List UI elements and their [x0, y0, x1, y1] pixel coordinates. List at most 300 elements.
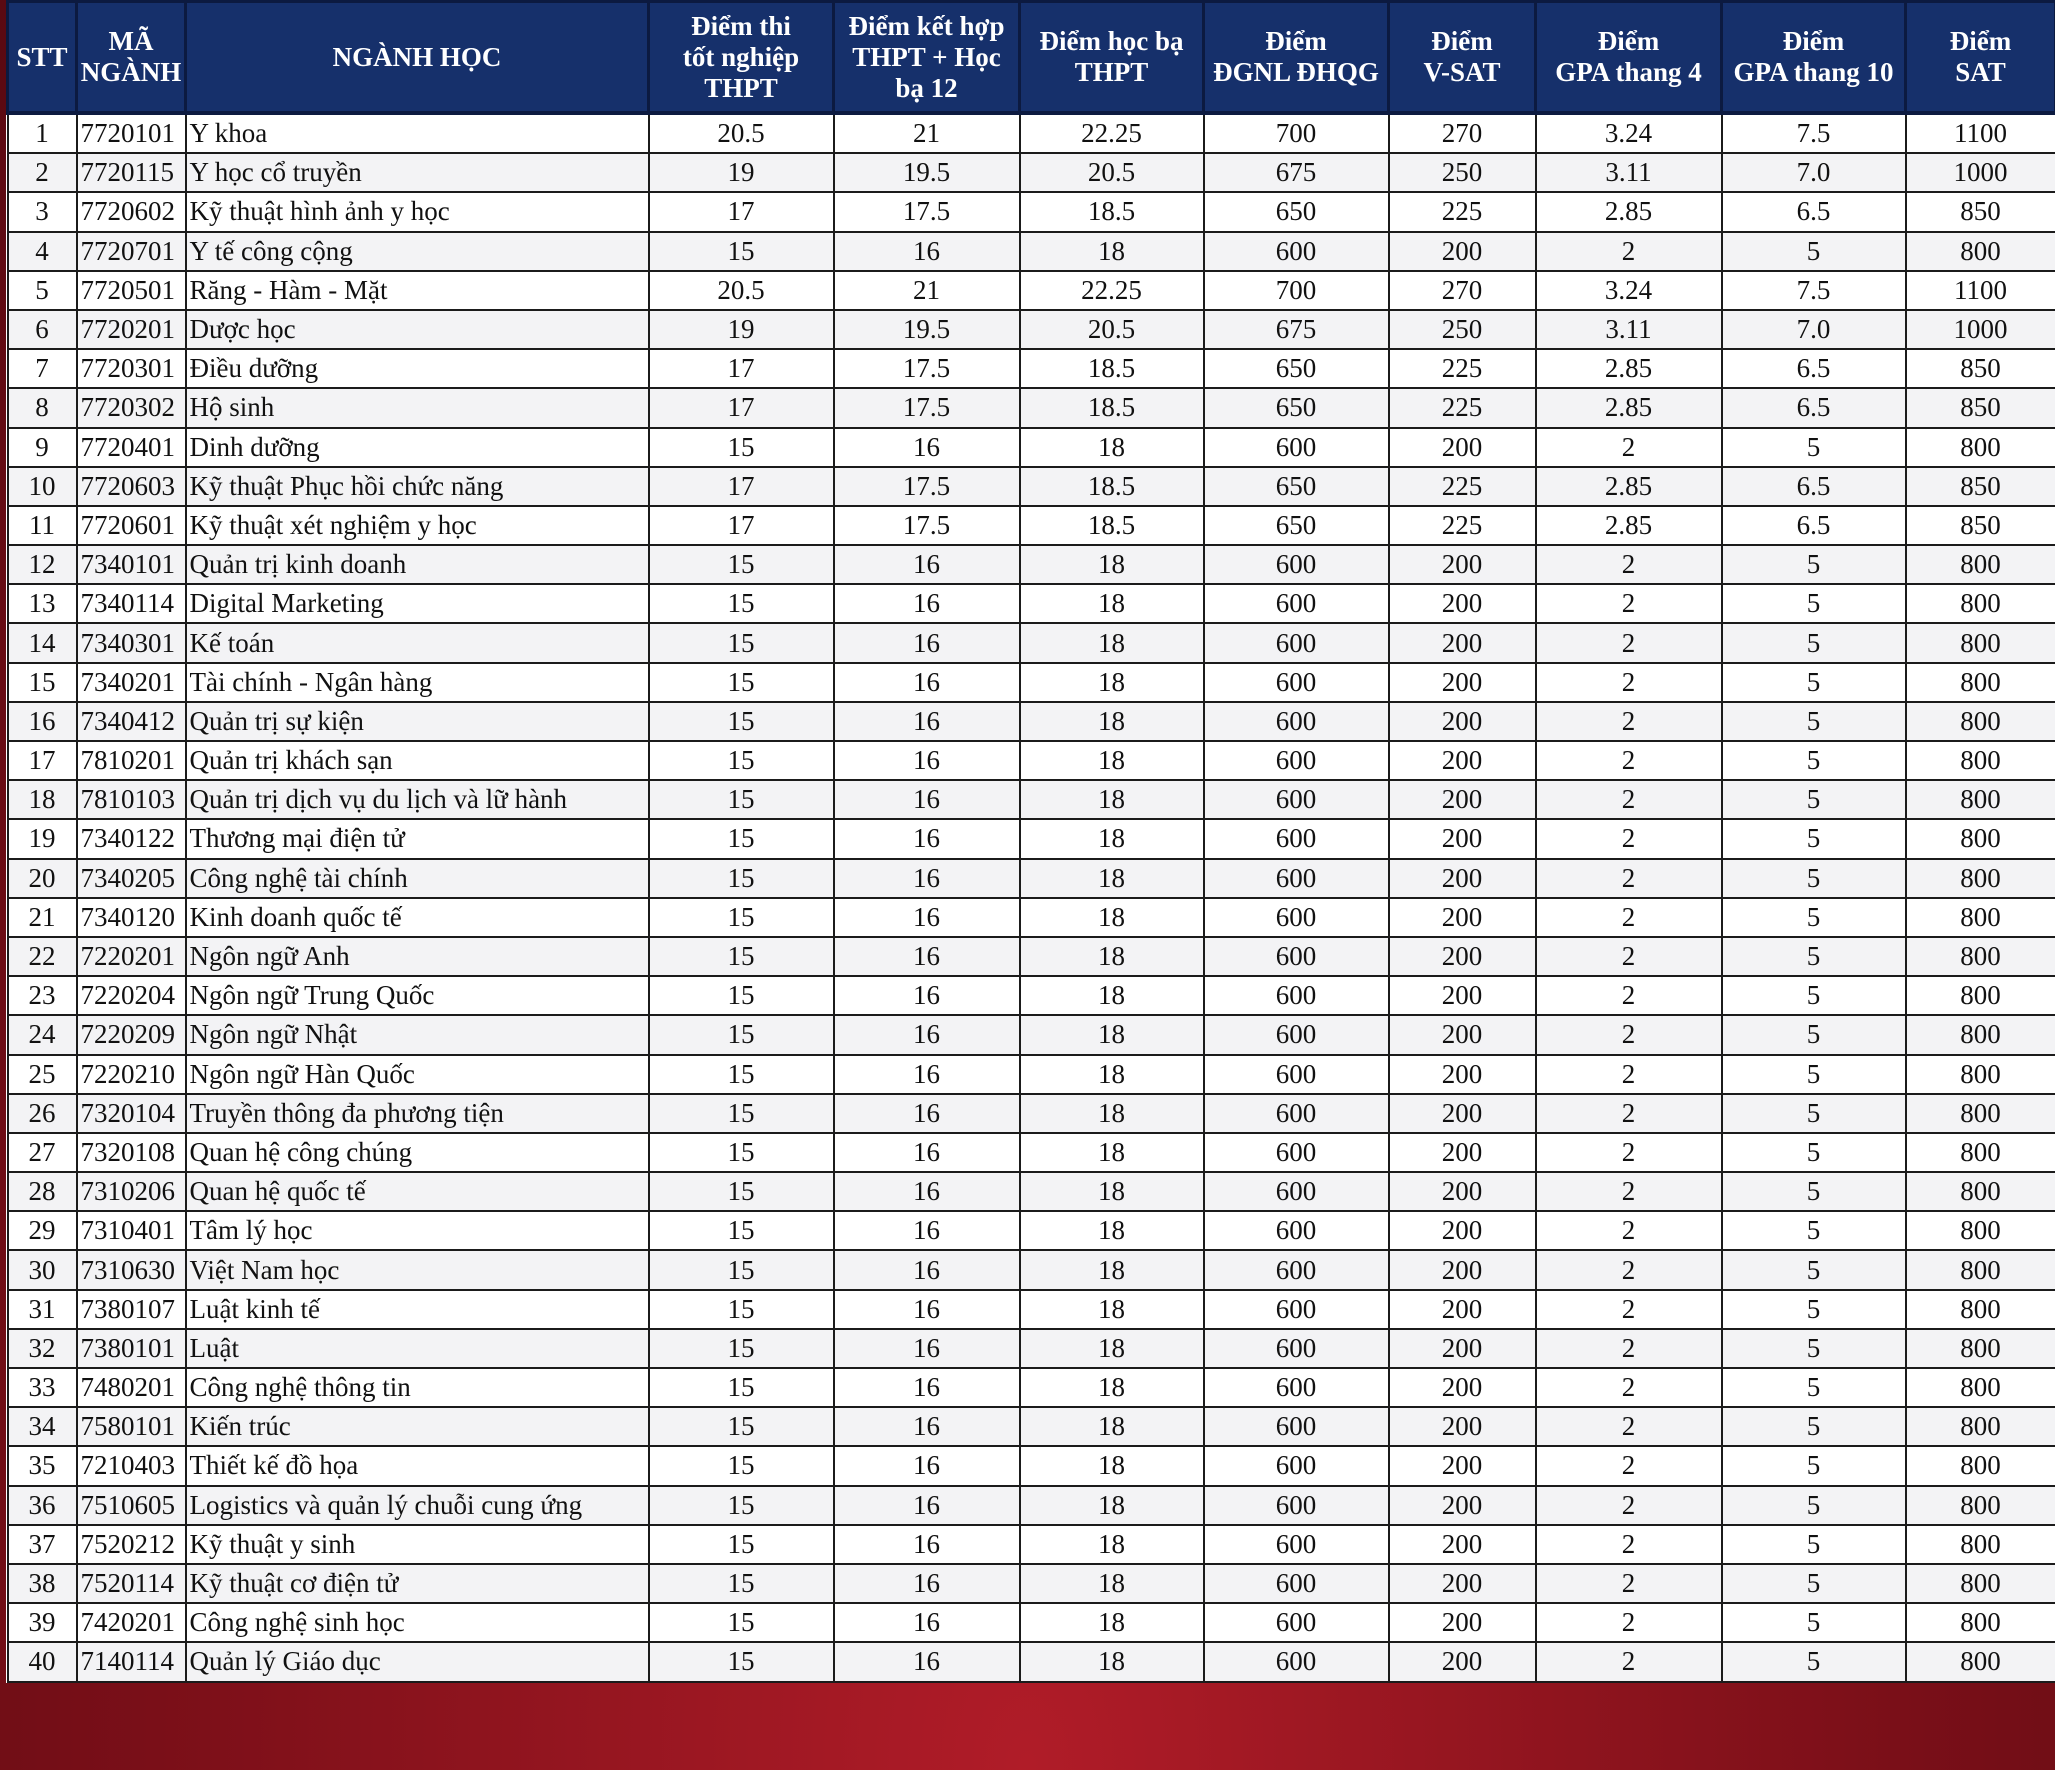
combined-score-cell: 19.5 [834, 153, 1020, 192]
combined-score-cell: 16 [834, 1015, 1020, 1054]
thpt-score-cell: 15 [649, 232, 834, 271]
transcript-score-cell: 18 [1020, 1564, 1204, 1603]
gpa10-score-cell: 5 [1722, 623, 1906, 662]
dgnl-score-cell: 600 [1204, 976, 1389, 1015]
sat-score-cell: 800 [1906, 1525, 2055, 1564]
transcript-score-cell: 18 [1020, 859, 1204, 898]
combined-score-cell: 16 [834, 898, 1020, 937]
combined-score-cell: 17.5 [834, 349, 1020, 388]
vsat-score-cell: 200 [1389, 859, 1536, 898]
gpa4-score-cell: 3.11 [1536, 153, 1722, 192]
major-cell: Kỹ thuật hình ảnh y học [186, 192, 649, 231]
gpa4-score-cell: 2 [1536, 859, 1722, 898]
admission-scores-table [6, 0, 2055, 1683]
gpa4-score-cell: 2 [1536, 1329, 1722, 1368]
stt-cell: 5 [8, 271, 77, 310]
thpt-score-cell: 20.5 [649, 113, 834, 153]
sat-score-cell: 800 [1906, 1250, 2055, 1289]
gpa4-score-cell: 2 [1536, 1290, 1722, 1329]
transcript-score-cell: 18 [1020, 741, 1204, 780]
vsat-score-cell: 200 [1389, 741, 1536, 780]
thpt-score-cell: 15 [649, 1642, 834, 1681]
gpa4-score-cell: 2.85 [1536, 506, 1722, 545]
vsat-score-cell: 200 [1389, 1290, 1536, 1329]
gpa4-score-cell: 2 [1536, 1055, 1722, 1094]
header-gpa4-score: Điểm GPA thang 4 [1536, 2, 1722, 114]
stt-cell: 18 [8, 780, 77, 819]
stt-cell: 10 [8, 467, 77, 506]
combined-score-cell: 16 [834, 1172, 1020, 1211]
gpa4-score-cell: 2.85 [1536, 467, 1722, 506]
stt-cell: 21 [8, 898, 77, 937]
thpt-score-cell: 15 [649, 1446, 834, 1485]
gpa10-score-cell: 5 [1722, 584, 1906, 623]
thpt-score-cell: 15 [649, 1211, 834, 1250]
combined-score-cell: 16 [834, 1407, 1020, 1446]
dgnl-score-cell: 600 [1204, 741, 1389, 780]
code-cell: 7520212 [77, 1525, 186, 1564]
vsat-score-cell: 270 [1389, 271, 1536, 310]
dgnl-score-cell: 700 [1204, 271, 1389, 310]
gpa10-score-cell: 5 [1722, 1133, 1906, 1172]
transcript-score-cell: 18 [1020, 1172, 1204, 1211]
vsat-score-cell: 200 [1389, 232, 1536, 271]
major-cell: Kế toán [186, 623, 649, 662]
dgnl-score-cell: 600 [1204, 428, 1389, 467]
stt-cell: 19 [8, 819, 77, 858]
thpt-score-cell: 15 [649, 1329, 834, 1368]
transcript-score-cell: 18 [1020, 780, 1204, 819]
gpa10-score-cell: 5 [1722, 1368, 1906, 1407]
dgnl-score-cell: 600 [1204, 584, 1389, 623]
vsat-score-cell: 200 [1389, 819, 1536, 858]
header-combined-score: Điểm kết hợp THPT + Học bạ 12 [834, 2, 1020, 114]
dgnl-score-cell: 600 [1204, 1368, 1389, 1407]
dgnl-score-cell: 600 [1204, 1211, 1389, 1250]
gpa4-score-cell: 2 [1536, 937, 1722, 976]
stt-cell: 8 [8, 388, 77, 427]
stt-cell: 32 [8, 1329, 77, 1368]
gpa4-score-cell: 2 [1536, 623, 1722, 662]
thpt-score-cell: 15 [649, 623, 834, 662]
vsat-score-cell: 200 [1389, 1329, 1536, 1368]
gpa4-score-cell: 2 [1536, 702, 1722, 741]
sat-score-cell: 800 [1906, 780, 2055, 819]
dgnl-score-cell: 600 [1204, 1329, 1389, 1368]
vsat-score-cell: 200 [1389, 1368, 1536, 1407]
vsat-score-cell: 200 [1389, 1525, 1536, 1564]
code-cell: 7420201 [77, 1603, 186, 1642]
vsat-score-cell: 200 [1389, 898, 1536, 937]
combined-score-cell: 16 [834, 1446, 1020, 1485]
gpa10-score-cell: 5 [1722, 545, 1906, 584]
dgnl-score-cell: 675 [1204, 310, 1389, 349]
gpa10-score-cell: 6.5 [1722, 506, 1906, 545]
sat-score-cell: 850 [1906, 349, 2055, 388]
code-cell: 7340412 [77, 702, 186, 741]
sat-score-cell: 800 [1906, 1211, 2055, 1250]
dgnl-score-cell: 600 [1204, 545, 1389, 584]
combined-score-cell: 16 [834, 232, 1020, 271]
code-cell: 7340114 [77, 584, 186, 623]
gpa10-score-cell: 6.5 [1722, 192, 1906, 231]
sat-score-cell: 800 [1906, 545, 2055, 584]
gpa4-score-cell: 2 [1536, 232, 1722, 271]
table-row [8, 310, 2055, 349]
thpt-score-cell: 15 [649, 428, 834, 467]
combined-score-cell: 16 [834, 1486, 1020, 1525]
gpa4-score-cell: 2 [1536, 1642, 1722, 1681]
gpa10-score-cell: 5 [1722, 1603, 1906, 1642]
stt-cell: 2 [8, 153, 77, 192]
table-row [8, 1603, 2055, 1642]
major-cell: Răng - Hàm - Mặt [186, 271, 649, 310]
code-cell: 7720301 [77, 349, 186, 388]
table-header [8, 2, 2055, 114]
gpa4-score-cell: 2 [1536, 976, 1722, 1015]
sat-score-cell: 800 [1906, 1094, 2055, 1133]
major-cell: Quản trị kinh doanh [186, 545, 649, 584]
stt-cell: 30 [8, 1250, 77, 1289]
thpt-score-cell: 15 [649, 741, 834, 780]
gpa10-score-cell: 5 [1722, 1211, 1906, 1250]
stt-cell: 16 [8, 702, 77, 741]
sat-score-cell: 800 [1906, 584, 2055, 623]
combined-score-cell: 19.5 [834, 310, 1020, 349]
transcript-score-cell: 18.5 [1020, 506, 1204, 545]
thpt-score-cell: 17 [649, 192, 834, 231]
stt-cell: 22 [8, 937, 77, 976]
table-row [8, 1290, 2055, 1329]
vsat-score-cell: 200 [1389, 663, 1536, 702]
gpa10-score-cell: 5 [1722, 859, 1906, 898]
transcript-score-cell: 18 [1020, 1407, 1204, 1446]
stt-cell: 15 [8, 663, 77, 702]
transcript-score-cell: 18 [1020, 584, 1204, 623]
vsat-score-cell: 270 [1389, 113, 1536, 153]
sat-score-cell: 800 [1906, 1368, 2055, 1407]
combined-score-cell: 17.5 [834, 192, 1020, 231]
thpt-score-cell: 17 [649, 506, 834, 545]
dgnl-score-cell: 650 [1204, 192, 1389, 231]
transcript-score-cell: 18 [1020, 1446, 1204, 1485]
transcript-score-cell: 18 [1020, 1055, 1204, 1094]
code-cell: 7810103 [77, 780, 186, 819]
gpa4-score-cell: 2 [1536, 819, 1722, 858]
dgnl-score-cell: 600 [1204, 1603, 1389, 1642]
sat-score-cell: 800 [1906, 1290, 2055, 1329]
sat-score-cell: 800 [1906, 1133, 2055, 1172]
major-cell: Kỹ thuật Phục hồi chức năng [186, 467, 649, 506]
gpa10-score-cell: 5 [1722, 1446, 1906, 1485]
code-cell: 7310206 [77, 1172, 186, 1211]
transcript-score-cell: 18 [1020, 819, 1204, 858]
thpt-score-cell: 15 [649, 1486, 834, 1525]
code-cell: 7810201 [77, 741, 186, 780]
combined-score-cell: 16 [834, 1094, 1020, 1133]
code-cell: 7310401 [77, 1211, 186, 1250]
gpa4-score-cell: 2 [1536, 1603, 1722, 1642]
major-cell: Y học cổ truyền [186, 153, 649, 192]
thpt-score-cell: 19 [649, 310, 834, 349]
gpa10-score-cell: 7.0 [1722, 153, 1906, 192]
code-cell: 7580101 [77, 1407, 186, 1446]
gpa4-score-cell: 2.85 [1536, 349, 1722, 388]
major-cell: Kỹ thuật y sinh [186, 1525, 649, 1564]
vsat-score-cell: 200 [1389, 1055, 1536, 1094]
code-cell: 7720302 [77, 388, 186, 427]
combined-score-cell: 16 [834, 1368, 1020, 1407]
vsat-score-cell: 200 [1389, 702, 1536, 741]
sat-score-cell: 800 [1906, 976, 2055, 1015]
table-row [8, 271, 2055, 310]
stt-cell: 25 [8, 1055, 77, 1094]
table-row [8, 1642, 2055, 1681]
stt-cell: 13 [8, 584, 77, 623]
transcript-score-cell: 18 [1020, 1603, 1204, 1642]
vsat-score-cell: 225 [1389, 192, 1536, 231]
code-cell: 7340122 [77, 819, 186, 858]
sat-score-cell: 1100 [1906, 113, 2055, 153]
gpa10-score-cell: 5 [1722, 898, 1906, 937]
major-cell: Y tế công cộng [186, 232, 649, 271]
major-cell: Kinh doanh quốc tế [186, 898, 649, 937]
transcript-score-cell: 18 [1020, 1015, 1204, 1054]
dgnl-score-cell: 600 [1204, 1133, 1389, 1172]
sat-score-cell: 800 [1906, 898, 2055, 937]
dgnl-score-cell: 600 [1204, 1015, 1389, 1054]
table-row [8, 1015, 2055, 1054]
vsat-score-cell: 200 [1389, 623, 1536, 662]
stt-cell: 37 [8, 1525, 77, 1564]
gpa4-score-cell: 2 [1536, 741, 1722, 780]
gpa10-score-cell: 5 [1722, 1015, 1906, 1054]
header-row [8, 2, 2055, 114]
gpa4-score-cell: 3.24 [1536, 271, 1722, 310]
gpa4-score-cell: 2 [1536, 545, 1722, 584]
table-row [8, 545, 2055, 584]
stt-cell: 4 [8, 232, 77, 271]
thpt-score-cell: 15 [649, 1094, 834, 1133]
dgnl-score-cell: 600 [1204, 1525, 1389, 1564]
gpa10-score-cell: 5 [1722, 1250, 1906, 1289]
code-cell: 7520114 [77, 1564, 186, 1603]
code-cell: 7140114 [77, 1642, 186, 1681]
transcript-score-cell: 18 [1020, 937, 1204, 976]
header-sat-score: Điểm SAT [1906, 2, 2055, 114]
thpt-score-cell: 15 [649, 1133, 834, 1172]
transcript-score-cell: 18.5 [1020, 192, 1204, 231]
dgnl-score-cell: 600 [1204, 623, 1389, 662]
gpa10-score-cell: 7.5 [1722, 113, 1906, 153]
stt-cell: 36 [8, 1486, 77, 1525]
stt-cell: 1 [8, 113, 77, 153]
table-row [8, 349, 2055, 388]
dgnl-score-cell: 600 [1204, 1290, 1389, 1329]
code-cell: 7320108 [77, 1133, 186, 1172]
gpa10-score-cell: 6.5 [1722, 388, 1906, 427]
vsat-score-cell: 200 [1389, 1211, 1536, 1250]
thpt-score-cell: 15 [649, 663, 834, 702]
dgnl-score-cell: 600 [1204, 663, 1389, 702]
combined-score-cell: 16 [834, 623, 1020, 662]
dgnl-score-cell: 600 [1204, 780, 1389, 819]
combined-score-cell: 16 [834, 545, 1020, 584]
vsat-score-cell: 200 [1389, 1642, 1536, 1681]
thpt-score-cell: 20.5 [649, 271, 834, 310]
major-cell: Luật [186, 1329, 649, 1368]
table-row [8, 702, 2055, 741]
sat-score-cell: 800 [1906, 663, 2055, 702]
vsat-score-cell: 225 [1389, 467, 1536, 506]
code-cell: 7720401 [77, 428, 186, 467]
gpa10-score-cell: 5 [1722, 702, 1906, 741]
table-row [8, 1368, 2055, 1407]
table-row [8, 898, 2055, 937]
major-cell: Quan hệ công chúng [186, 1133, 649, 1172]
sat-score-cell: 800 [1906, 1015, 2055, 1054]
gpa10-score-cell: 5 [1722, 1094, 1906, 1133]
stt-cell: 24 [8, 1015, 77, 1054]
gpa4-score-cell: 2 [1536, 1446, 1722, 1485]
thpt-score-cell: 15 [649, 1250, 834, 1289]
major-cell: Quản trị dịch vụ du lịch và lữ hành [186, 780, 649, 819]
sat-score-cell: 800 [1906, 1446, 2055, 1485]
gpa4-score-cell: 2 [1536, 1094, 1722, 1133]
table-row [8, 1329, 2055, 1368]
combined-score-cell: 16 [834, 1603, 1020, 1642]
transcript-score-cell: 18 [1020, 976, 1204, 1015]
thpt-score-cell: 15 [649, 976, 834, 1015]
table-row [8, 1172, 2055, 1211]
table-row [8, 1250, 2055, 1289]
stt-cell: 34 [8, 1407, 77, 1446]
major-cell: Quản trị khách sạn [186, 741, 649, 780]
transcript-score-cell: 18 [1020, 1642, 1204, 1681]
transcript-score-cell: 18 [1020, 1250, 1204, 1289]
combined-score-cell: 16 [834, 819, 1020, 858]
sat-score-cell: 1100 [1906, 271, 2055, 310]
gpa10-score-cell: 5 [1722, 1525, 1906, 1564]
major-cell: Ngôn ngữ Hàn Quốc [186, 1055, 649, 1094]
stt-cell: 14 [8, 623, 77, 662]
thpt-score-cell: 15 [649, 1015, 834, 1054]
major-cell: Công nghệ sinh học [186, 1603, 649, 1642]
code-cell: 7210403 [77, 1446, 186, 1485]
gpa10-score-cell: 5 [1722, 428, 1906, 467]
header-stt: STT [8, 2, 77, 114]
vsat-score-cell: 200 [1389, 976, 1536, 1015]
code-cell: 7340120 [77, 898, 186, 937]
table-row [8, 153, 2055, 192]
thpt-score-cell: 15 [649, 1603, 834, 1642]
gpa10-score-cell: 6.5 [1722, 349, 1906, 388]
dgnl-score-cell: 650 [1204, 506, 1389, 545]
combined-score-cell: 16 [834, 428, 1020, 467]
table-row [8, 1133, 2055, 1172]
combined-score-cell: 16 [834, 1290, 1020, 1329]
sat-score-cell: 850 [1906, 192, 2055, 231]
sat-score-cell: 800 [1906, 937, 2055, 976]
transcript-score-cell: 18 [1020, 663, 1204, 702]
code-cell: 7310630 [77, 1250, 186, 1289]
combined-score-cell: 16 [834, 1250, 1020, 1289]
gpa4-score-cell: 2 [1536, 1525, 1722, 1564]
table-row [8, 1525, 2055, 1564]
gpa10-score-cell: 5 [1722, 1642, 1906, 1681]
sat-score-cell: 800 [1906, 1172, 2055, 1211]
vsat-score-cell: 225 [1389, 349, 1536, 388]
thpt-score-cell: 15 [649, 780, 834, 819]
thpt-score-cell: 15 [649, 1290, 834, 1329]
thpt-score-cell: 15 [649, 1407, 834, 1446]
gpa10-score-cell: 5 [1722, 1407, 1906, 1446]
table-row [8, 467, 2055, 506]
sat-score-cell: 800 [1906, 702, 2055, 741]
vsat-score-cell: 225 [1389, 388, 1536, 427]
code-cell: 7720101 [77, 113, 186, 153]
gpa4-score-cell: 2 [1536, 1015, 1722, 1054]
code-cell: 7220209 [77, 1015, 186, 1054]
major-cell: Quan hệ quốc tế [186, 1172, 649, 1211]
combined-score-cell: 16 [834, 1211, 1020, 1250]
combined-score-cell: 16 [834, 1642, 1020, 1681]
gpa10-score-cell: 7.0 [1722, 310, 1906, 349]
stt-cell: 20 [8, 859, 77, 898]
stt-cell: 7 [8, 349, 77, 388]
major-cell: Thiết kế đồ họa [186, 1446, 649, 1485]
sat-score-cell: 800 [1906, 1407, 2055, 1446]
vsat-score-cell: 200 [1389, 1250, 1536, 1289]
vsat-score-cell: 250 [1389, 153, 1536, 192]
gpa4-score-cell: 2 [1536, 1172, 1722, 1211]
gpa10-score-cell: 5 [1722, 1290, 1906, 1329]
thpt-score-cell: 15 [649, 1368, 834, 1407]
transcript-score-cell: 18 [1020, 428, 1204, 467]
dgnl-score-cell: 600 [1204, 232, 1389, 271]
dgnl-score-cell: 700 [1204, 113, 1389, 153]
stt-cell: 40 [8, 1642, 77, 1681]
transcript-score-cell: 18 [1020, 1211, 1204, 1250]
transcript-score-cell: 22.25 [1020, 113, 1204, 153]
code-cell: 7480201 [77, 1368, 186, 1407]
gpa10-score-cell: 5 [1722, 976, 1906, 1015]
dgnl-score-cell: 600 [1204, 1407, 1389, 1446]
vsat-score-cell: 200 [1389, 1094, 1536, 1133]
header-vsat-score: Điểm V-SAT [1389, 2, 1536, 114]
stt-cell: 29 [8, 1211, 77, 1250]
vsat-score-cell: 250 [1389, 310, 1536, 349]
dgnl-score-cell: 600 [1204, 1486, 1389, 1525]
dgnl-score-cell: 650 [1204, 388, 1389, 427]
sat-score-cell: 800 [1906, 1486, 2055, 1525]
table-row [8, 937, 2055, 976]
major-cell: Hộ sinh [186, 388, 649, 427]
header-major: NGÀNH HỌC [186, 2, 649, 114]
thpt-score-cell: 15 [649, 859, 834, 898]
code-cell: 7720603 [77, 467, 186, 506]
stt-cell: 12 [8, 545, 77, 584]
major-cell: Dinh dưỡng [186, 428, 649, 467]
code-cell: 7720501 [77, 271, 186, 310]
gpa4-score-cell: 2 [1536, 898, 1722, 937]
gpa4-score-cell: 2.85 [1536, 192, 1722, 231]
code-cell: 7510605 [77, 1486, 186, 1525]
dgnl-score-cell: 600 [1204, 1446, 1389, 1485]
code-cell: 7380101 [77, 1329, 186, 1368]
dgnl-score-cell: 650 [1204, 467, 1389, 506]
thpt-score-cell: 17 [649, 388, 834, 427]
